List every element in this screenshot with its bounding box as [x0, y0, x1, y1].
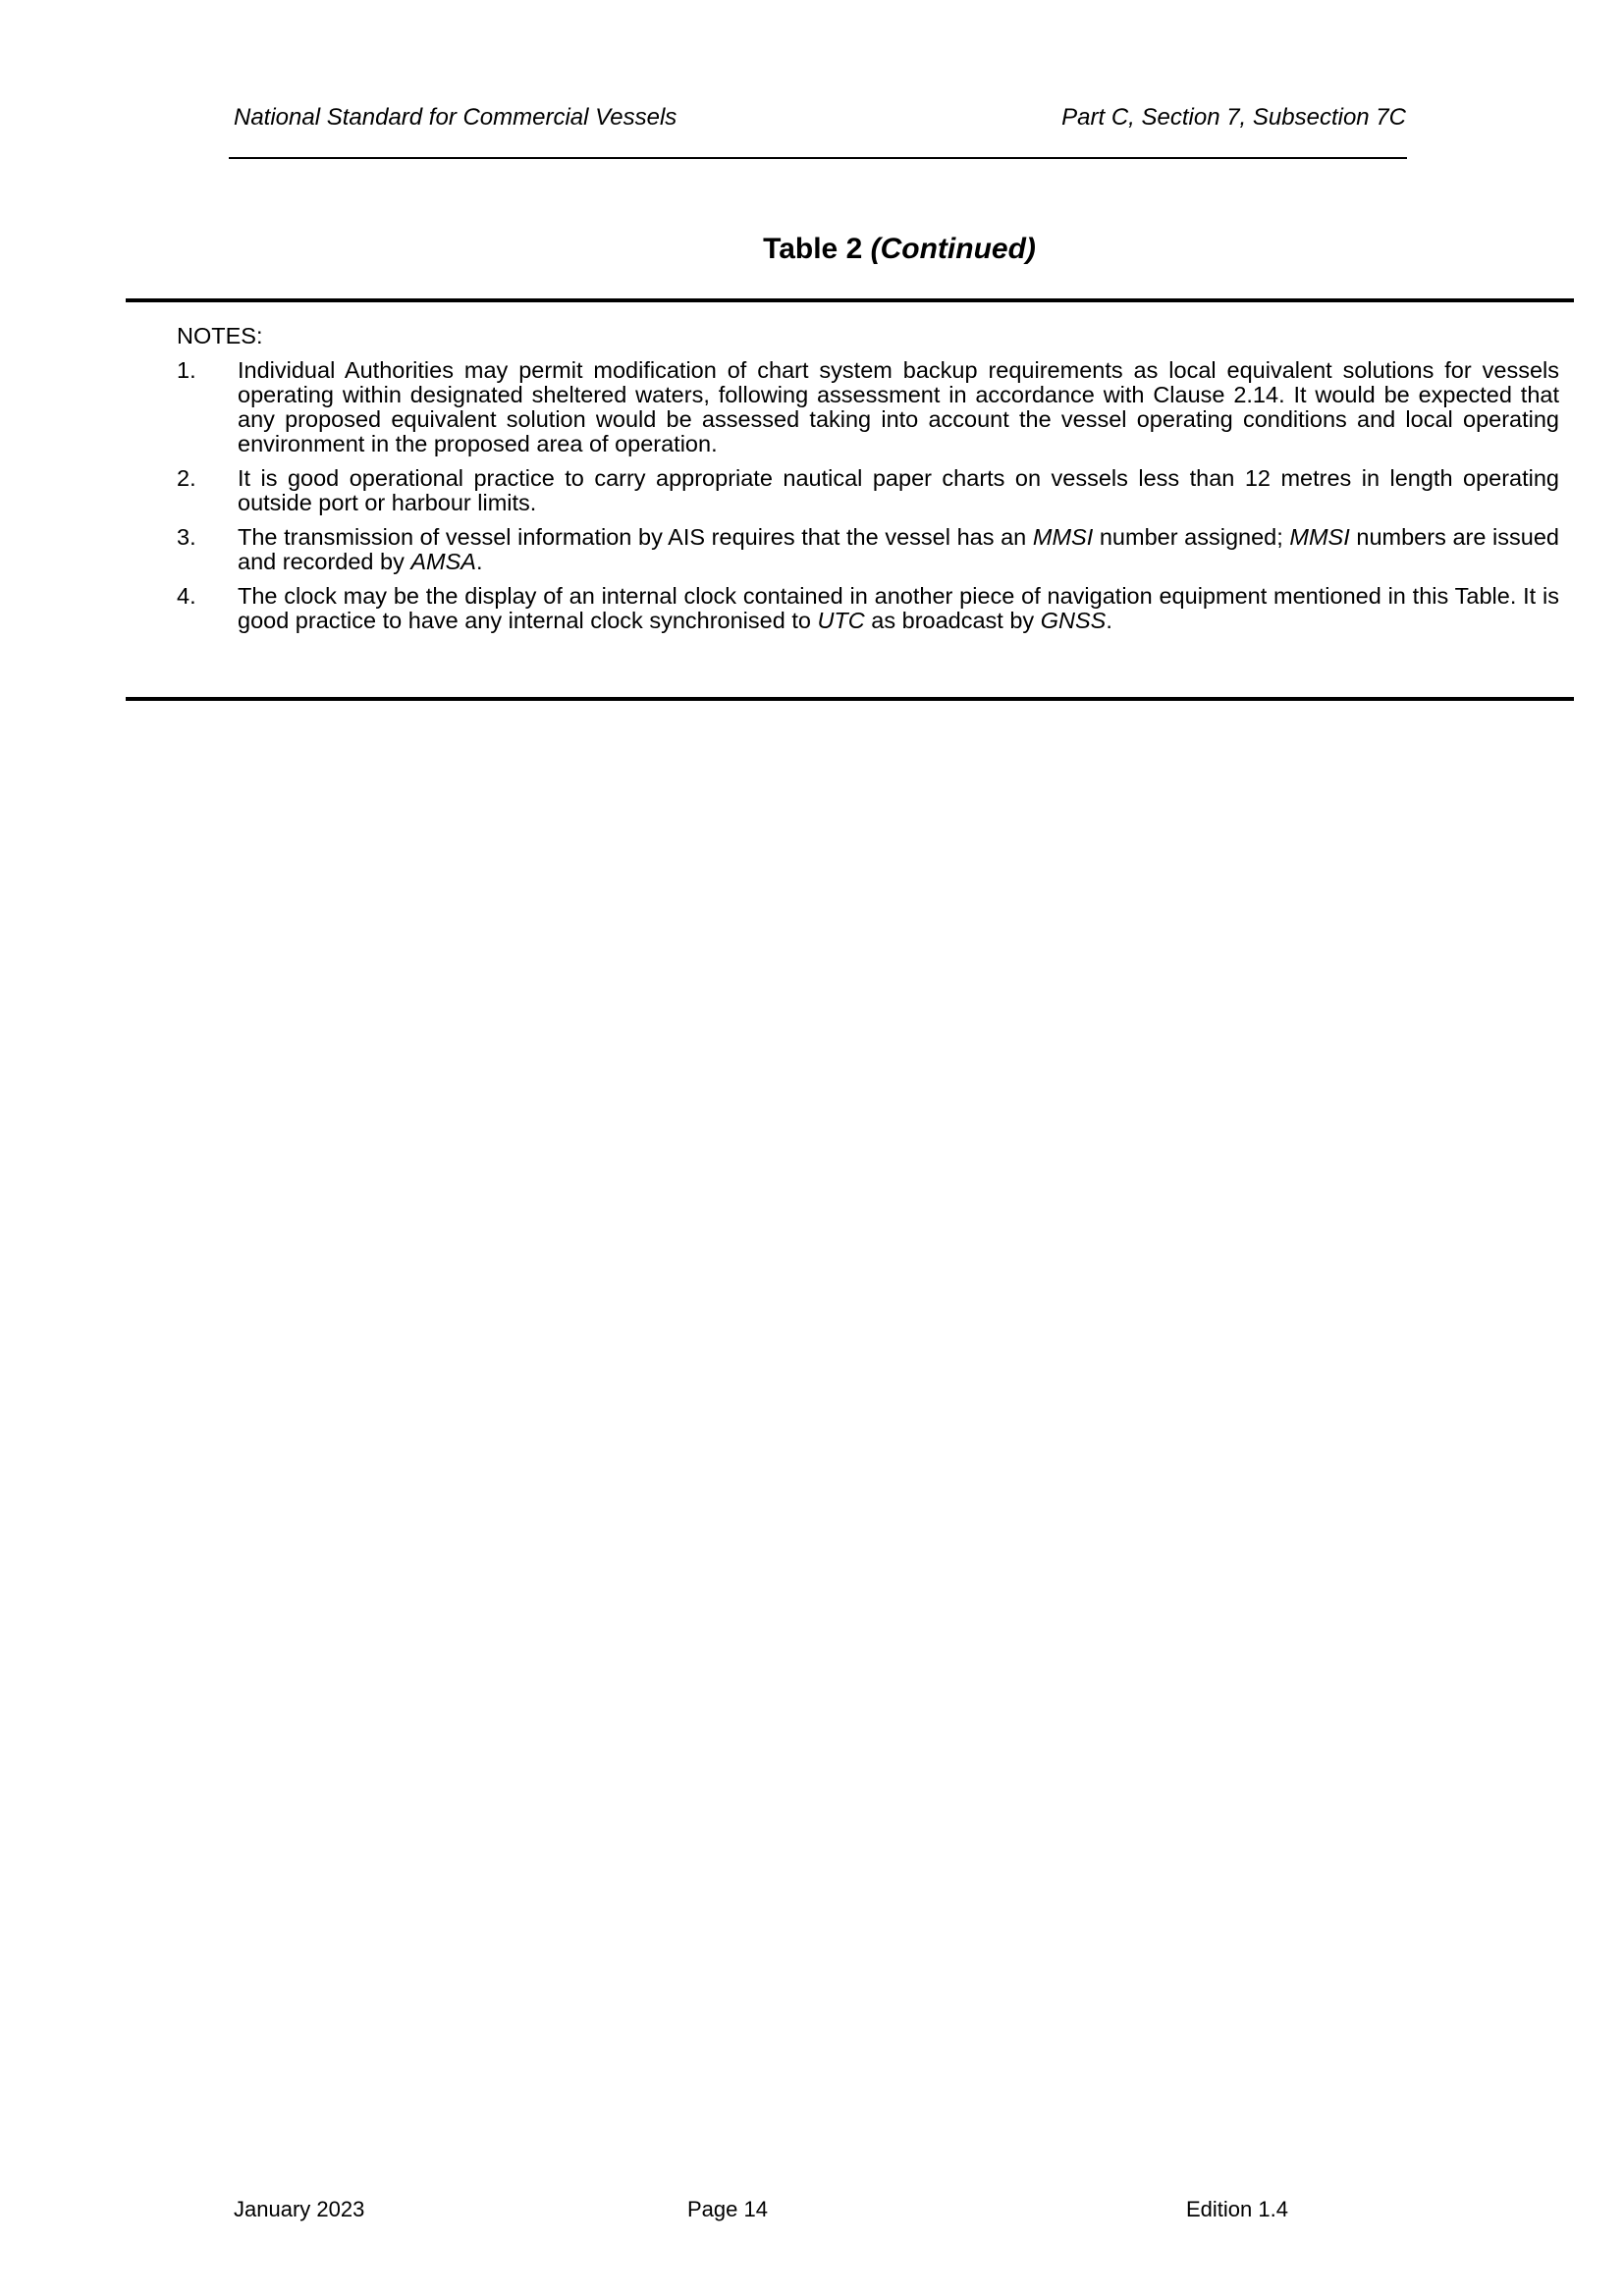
table-bottom-border: [126, 697, 1574, 701]
gnss-term: GNSS: [1040, 608, 1107, 633]
table-top-border: [126, 298, 1574, 302]
utc-term: UTC: [817, 608, 865, 633]
note-text-segment: as broadcast by: [864, 608, 1041, 633]
notes-section: [177, 324, 1559, 643]
header-divider: [229, 157, 1407, 159]
note-text: Individual Authorities may permit modification of chart system backup requirements as local equivalent solutions for vessels operating within designated sheltered waters, following assessment in accordance with Clause 2.14. It would be expected that any proposed equivalent solution would be assessed taking into account the vessel operating conditions and local operating environment in the proposed area of operation.: [238, 357, 1559, 456]
running-header-section: Part C, Section 7, Subsection 7C: [1061, 104, 1406, 131]
table-title-main: Table 2: [763, 233, 863, 265]
note-item: [177, 358, 1559, 456]
note-text: [238, 584, 1559, 633]
note-text-segment: The clock may be the display of an internal clock contained in another piece of navigation equipment mentioned in this Table. It is good practice to have any internal clock synchronised to: [238, 583, 1559, 633]
note-item: [177, 525, 1559, 574]
note-item: [177, 584, 1559, 633]
notes-heading: NOTES:: [177, 323, 263, 348]
note-number: 4.: [177, 583, 196, 609]
note-text-segment: numbers are issued and recorded by: [238, 524, 1559, 574]
running-header-title: National Standard for Commercial Vessels: [234, 104, 677, 131]
table-title-continued: (Continued): [870, 233, 1036, 265]
footer-edition: Edition 1.4: [1186, 2197, 1288, 2221]
mmsi-term: MMSI: [1032, 524, 1094, 550]
note-text-segment: .: [475, 549, 483, 574]
mmsi-term: MMSI: [1289, 524, 1350, 550]
note-number: 3.: [177, 524, 196, 550]
footer-page-number: Page 14: [687, 2197, 768, 2221]
footer-date: January 2023: [234, 2197, 365, 2221]
note-number: 2.: [177, 465, 196, 491]
amsa-term: AMSA: [410, 549, 476, 574]
note-text-segment: number assigned;: [1093, 524, 1290, 550]
note-text-segment: The transmission of vessel information by AIS requires that the vessel has an: [238, 524, 1033, 550]
table-title: [0, 230, 1624, 269]
note-text: [238, 525, 1559, 574]
note-text-segment: .: [1106, 608, 1112, 633]
note-number: 1.: [177, 357, 196, 383]
note-text: It is good operational practice to carry appropriate nautical paper charts on vessels less than 12 metres in length operating outside port or harbour limits.: [238, 465, 1559, 515]
note-item: [177, 466, 1559, 515]
